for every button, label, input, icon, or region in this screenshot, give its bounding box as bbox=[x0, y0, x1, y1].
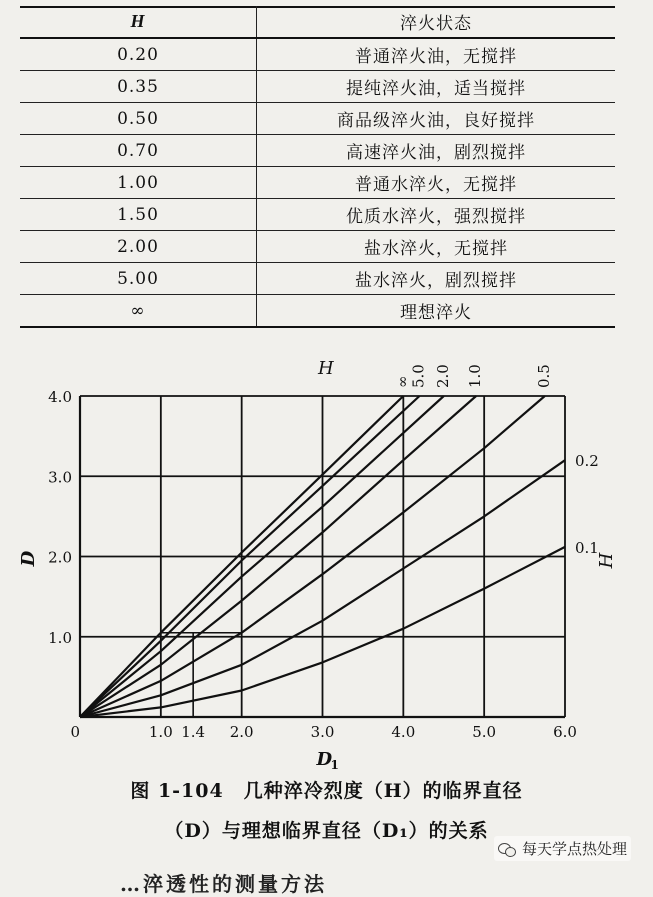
quench-chart bbox=[0, 340, 653, 770]
cell-quench-state: 盐水淬火，无搅拌 bbox=[257, 231, 616, 263]
cell-h-value: 1.50 bbox=[20, 199, 257, 231]
y-axis-label: D bbox=[18, 550, 39, 567]
watermark bbox=[494, 836, 631, 861]
series-label: 0.1 bbox=[575, 538, 599, 557]
cell-quench-state: 理想淬火 bbox=[257, 295, 616, 328]
watermark-text: 每天学点热处理 bbox=[521, 840, 627, 858]
cell-h-value: ∞ bbox=[20, 295, 257, 328]
series-label: 0.5 bbox=[534, 364, 553, 388]
cell-quench-state: 普通淬火油，无搅拌 bbox=[257, 38, 616, 71]
x-tick-label: 4.0 bbox=[391, 723, 416, 741]
cell-quench-state: 商品级淬火油，良好搅拌 bbox=[257, 103, 616, 135]
header-h: H bbox=[20, 6, 257, 38]
right-h-label: H bbox=[596, 552, 617, 569]
cell-h-value: 0.20 bbox=[20, 38, 257, 71]
figure-caption-line2: （D）与理想临界直径（D₁）的关系 bbox=[164, 820, 489, 842]
y-tick-label: 2.0 bbox=[48, 548, 72, 567]
table-row bbox=[20, 199, 615, 231]
top-h-label: H bbox=[318, 358, 334, 379]
x-axis-label: D bbox=[316, 749, 333, 770]
y-tick-label: 3.0 bbox=[48, 468, 72, 487]
table-row bbox=[20, 38, 615, 71]
cell-quench-state: 盐水淬火，剧烈搅拌 bbox=[257, 263, 616, 295]
cell-h-value: 1.00 bbox=[20, 167, 257, 199]
table-body bbox=[20, 38, 615, 327]
y-tick-label: 1.0 bbox=[48, 628, 72, 647]
table-header-row bbox=[20, 6, 615, 38]
series-label: 1.0 bbox=[466, 364, 485, 388]
cell-h-value: 5.00 bbox=[20, 263, 257, 295]
series-label: 2.0 bbox=[433, 364, 452, 388]
table-row bbox=[20, 263, 615, 295]
table-row bbox=[20, 295, 615, 328]
table-row bbox=[20, 103, 615, 135]
x-tick-label: 5.0 bbox=[472, 723, 497, 741]
series-label: ∞ bbox=[393, 375, 412, 388]
table-row bbox=[20, 71, 615, 103]
series-label: 5.0 bbox=[409, 364, 428, 388]
header-state: 淬火状态 bbox=[257, 6, 616, 38]
next-section-heading: …淬透性的测量方法 bbox=[120, 872, 327, 896]
x-tick-label: 1.4 bbox=[181, 723, 206, 741]
x-tick-label: 3.0 bbox=[310, 723, 335, 741]
x-tick-label: 0 bbox=[70, 723, 80, 741]
figure-caption-line1: 图 1-104 几种淬冷烈度（H）的临界直径 bbox=[130, 780, 523, 802]
cell-h-value: 0.35 bbox=[20, 71, 257, 103]
table-row bbox=[20, 231, 615, 263]
chart-labels bbox=[18, 358, 617, 770]
series-label: 0.2 bbox=[575, 452, 599, 471]
cell-quench-state: 普通水淬火，无搅拌 bbox=[257, 167, 616, 199]
x-tick-label: 6.0 bbox=[553, 723, 577, 741]
x-tick-label: 1.0 bbox=[148, 723, 173, 741]
cell-h-value: 0.50 bbox=[20, 103, 257, 135]
quench-table bbox=[20, 6, 615, 328]
cell-quench-state: 高速淬火油，剧烈搅拌 bbox=[257, 135, 616, 167]
cell-quench-state: 优质水淬火，强烈搅拌 bbox=[257, 199, 616, 231]
x-axis-label-subscript: 1 bbox=[330, 758, 339, 770]
table-row bbox=[20, 135, 615, 167]
cell-h-value: 2.00 bbox=[20, 231, 257, 263]
x-tick-label: 2.0 bbox=[229, 723, 254, 741]
y-tick-label: 4.0 bbox=[48, 388, 72, 406]
table-row bbox=[20, 167, 615, 199]
cell-h-value: 0.70 bbox=[20, 135, 257, 167]
wechat-icon bbox=[498, 841, 516, 857]
cell-quench-state: 提纯淬火油，适当搅拌 bbox=[257, 71, 616, 103]
